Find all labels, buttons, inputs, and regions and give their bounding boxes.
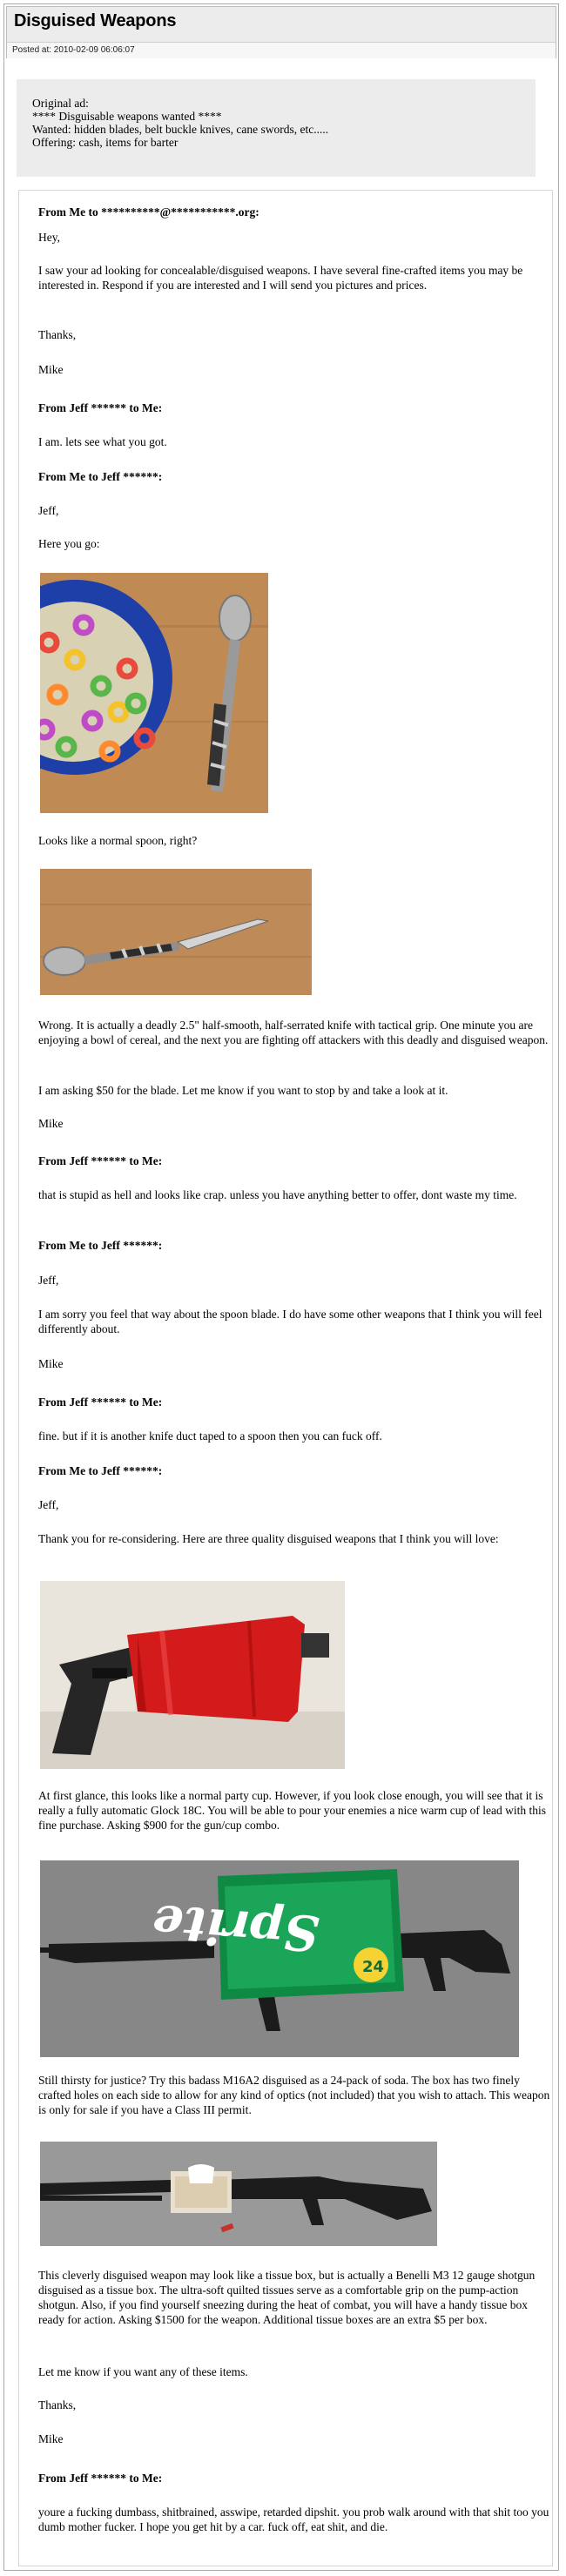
sprite-m16-photo [40, 1860, 519, 2057]
email-paragraph: This cleverly disguised weapon may look like a tissue box, but is actually a Benelli M3 12 gauge shotgun disguised as a tissue box. The ultra-soft quilted tissues serve as a comfortable grip on the pump-action shotgun. Also, if you find yourself sneezing during the heat of combat, you will have a handy tissue box ready for action. Asking $1500 for the weapon. Additional tissue boxes are an extra $5 per box. [38, 2269, 536, 2326]
email-header: From Me to Jeff ******: [38, 1239, 163, 1252]
ad-line: **** Disguisable weapons wanted **** [32, 110, 222, 123]
post-timestamp: Posted at: 2010-02-09 06:06:07 [7, 42, 556, 58]
soda-pack-count: 24 [362, 1958, 385, 1976]
ad-line: Wanted: hidden blades, belt buckle knives, cane swords, etc..... [32, 123, 329, 136]
email-header: From Jeff ****** to Me: [38, 1396, 163, 1409]
email-paragraph: Mike [38, 1357, 64, 1370]
post-frame [3, 3, 559, 2571]
tissue-box-shotgun-photo [40, 2142, 437, 2246]
email-paragraph: that is stupid as hell and looks like crap. unless you have anything better to offer, dont waste my time. [38, 1188, 517, 1201]
original-ad-box [17, 79, 536, 177]
email-paragraph: Jeff, [38, 1274, 59, 1287]
email-paragraph: fine. but if it is another knife duct taped to a spoon then you can fuck off. [38, 1429, 382, 1443]
email-header: From Me to **********@***********.org: [38, 205, 259, 219]
email-paragraph: Thank you for re-considering. Here are three quality disguised weapons that I think you will love: [38, 1532, 499, 1545]
cereal-spoon-photo [40, 573, 268, 813]
email-paragraph: youre a fucking dumbass, shitbrained, asswipe, retarded dipshit. you prob walk around with that shit too you dumb mother fucker. I hope you get hit by a car. fuck off, eat shit, and die. [38, 2505, 549, 2533]
spoon-knife-photo [40, 869, 312, 995]
email-paragraph: Wrong. It is actually a deadly 2.5" half-smooth, half-serrated knife with tactical grip. One minute you are enjoying a bowl of cereal, and the next you are fighting off attackers with this deadly and disguised weapon. [38, 1019, 549, 1046]
email-paragraph: I am asking $50 for the blade. Let me know if you want to stop by and take a look at it. [38, 1084, 448, 1097]
email-paragraph: Mike [38, 2432, 64, 2445]
email-paragraph: Hey, [38, 231, 60, 244]
email-header: From Jeff ****** to Me: [38, 401, 163, 414]
email-paragraph: Jeff, [38, 504, 59, 517]
email-paragraph: I saw your ad looking for concealable/disguised weapons. I have several fine-crafted items you may be interested in. Respond if you are interested and I will send you pictures and prices. [38, 264, 523, 292]
email-header: From Me to Jeff ******: [38, 1464, 163, 1477]
email-paragraph: I am. lets see what you got. [38, 435, 167, 448]
email-paragraph: At first glance, this looks like a normal party cup. However, if you look close enough, you will see that it is really a fully automatic Glock 18C. You will be able to pour your enemies a nice warm cup of lead with this fine purchase. Asking $900 for the gun/cup combo. [38, 1789, 546, 1832]
email-paragraph: Thanks, [38, 328, 77, 341]
post-title: Disguised Weapons [14, 11, 177, 30]
ad-line: Offering: cash, items for barter [32, 136, 179, 149]
post-header [6, 6, 556, 58]
email-paragraph: Thanks, [38, 2398, 77, 2411]
email-paragraph: Mike [38, 363, 64, 376]
email-paragraph: I am sorry you feel that way about the spoon blade. I do have some other weapons that I think you will feel differently about. [38, 1308, 542, 1335]
sprite-brand-text: Sprite [150, 1893, 321, 1962]
email-header: From Jeff ****** to Me: [38, 2472, 163, 2485]
email-paragraph: Jeff, [38, 1498, 59, 1511]
email-paragraph: Still thirsty for justice? Try this badass M16A2 disguised as a 24-pack of soda. The box has two finely crafted holes on each side to allow for any kind of optics (not included) that you wish to attach. This weapon is only for sale if you have a Class III permit. [38, 2074, 550, 2116]
email-paragraph: Looks like a normal spoon, right? [38, 834, 198, 847]
email-thread [18, 190, 553, 2566]
email-header: From Me to Jeff ******: [38, 470, 163, 483]
party-cup-glock-photo [40, 1581, 345, 1769]
email-paragraph: Mike [38, 1117, 64, 1130]
email-paragraph: Here you go: [38, 537, 100, 550]
email-header: From Jeff ****** to Me: [38, 1154, 163, 1167]
email-paragraph: Let me know if you want any of these items. [38, 2365, 248, 2378]
ad-line: Original ad: [32, 97, 89, 110]
